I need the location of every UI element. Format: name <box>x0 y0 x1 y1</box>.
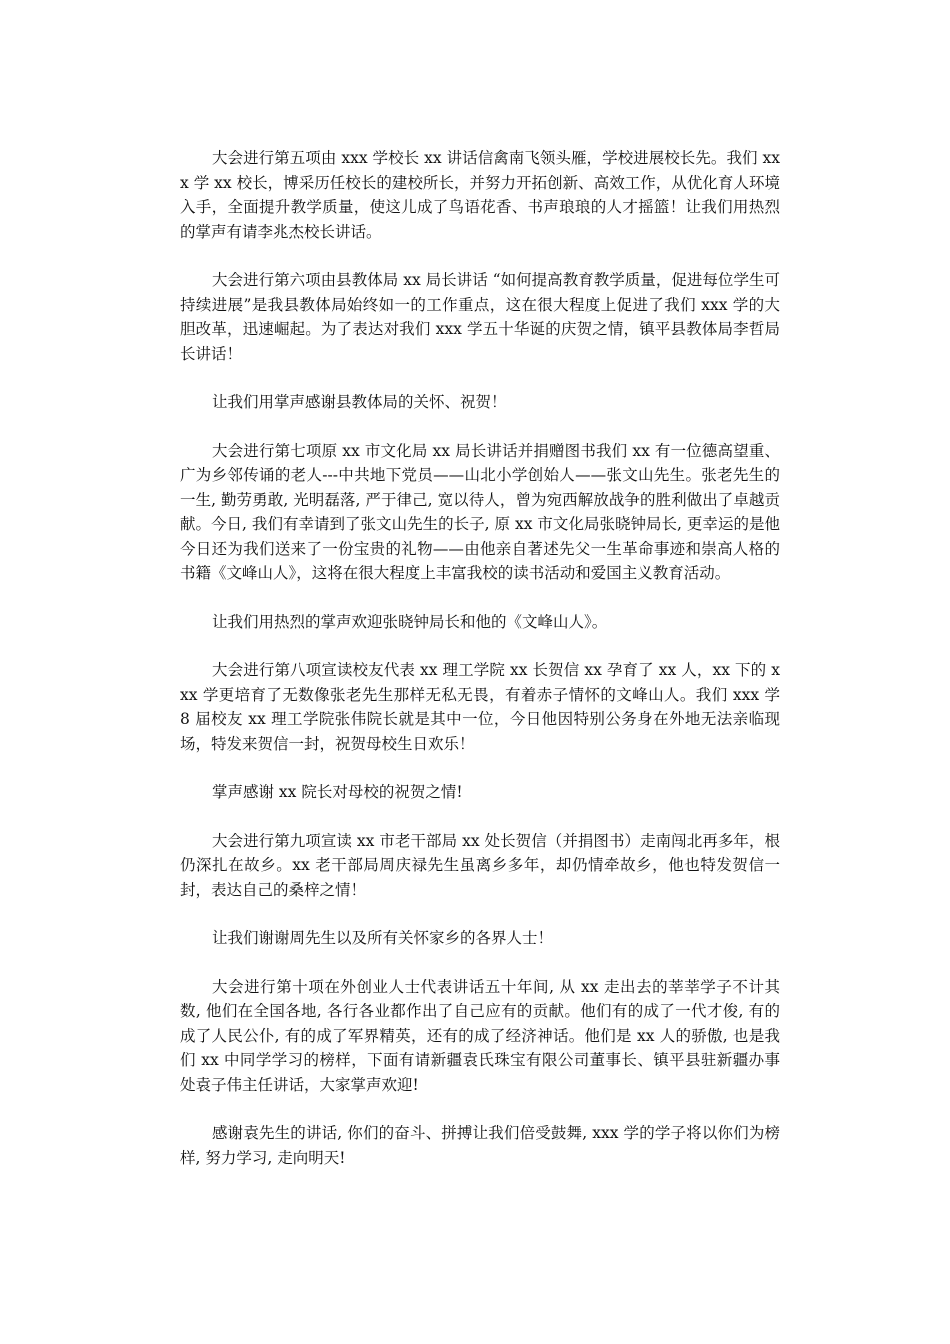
paragraph-item-6: 大会进行第六项由县教体局 xx 局长讲话 “如何提高教育教学质量，促进每位学生可持续进展”是我县教体局始终如一的工作重点，这在很大程度上促进了我们 xxx 学的大胆改革，迅速崛起。为了表达对我们 xxx 学五十华诞的庆贺之情，镇平县教体局李哲局长讲话！ <box>180 271 780 363</box>
paragraph-thanks-dean: 掌声感谢 xx 院长对母校的祝贺之情! <box>212 783 463 801</box>
paragraph-thanks-yuan: 感谢袁先生的讲话, 你们的奋斗、拼搏让我们倍受鼓舞, xxx 学的学子将以你们为榜样, 努力学习, 走向明天! <box>180 1124 780 1167</box>
paragraph-item-8: 大会进行第八项宣读校友代表 xx 理工学院 xx 长贺信 xx 孕育了 xx 人，xx 下的 xxx 学更培育了无数像张老先生那样无私无畏，有着赤子情怀的文峰山人。我们 xxx 学 8 届校友 xx 理工学院张伟院长就是其中一位，今日他因特别公务身在外地无法亲临现场，特发来贺信一封，祝贺母校生日欢乐！ <box>180 661 780 753</box>
paragraph-thanks-bureau: 让我们用掌声感谢县教体局的关怀、祝贺！ <box>212 393 507 411</box>
paragraph-welcome-zhang: 让我们用热烈的掌声欢迎张晓钟局长和他的《文峰山人》。 <box>212 612 608 631</box>
paragraph-item-10: 大会进行第十项在外创业人士代表讲话五十年间, 从 xx 走出去的莘莘学子不计其数, 他们在全国各地, 各行各业都作出了自己应有的贡献。他们有的成了一代才俊, 有的成了人民公仆, 有的成了军界精英，还有的成了经济神话。他们是 xx 人的骄傲, 也是我们 xx 中同学学习的榜样，下面有请新疆袁氏珠宝有限公司董事长、镇平县驻新疆办事处袁子伟主任讲话，大家掌声欢迎! <box>180 977 780 1094</box>
paragraph-thanks-zhou: 让我们谢谢周先生以及所有关怀家乡的各界人士！ <box>212 929 554 947</box>
paragraph-item-9: 大会进行第九项宣读 xx 市老干部局 xx 处长贺信（并捐图书）走南闯北再多年，根仍深扎在故乡。xx 老干部局周庆禄先生虽离乡多年，却仍情牵故乡，他也特发贺信一封，表达自己的桑梓之情！ <box>180 831 780 899</box>
paragraph-item-5: 大会进行第五项由 xxx 学校长 xx 讲话信禽南飞领头雁，学校进展校长先。我们 xxx 学 xx 校长，博采历任校长的建校所长，并努力开拓创新、高效工作，从优化育人环境入手，全面提升教学质量，使这儿成了鸟语花香、书声琅琅的人才摇篮！让我们用热烈的掌声有请李兆杰校长讲话。 <box>180 149 780 241</box>
document-body <box>180 146 780 1194</box>
paragraph-item-7: 大会进行第七项原 xx 市文化局 xx 局长讲话并捐赠图书我们 xx 有一位德高望重、广为乡邻传诵的老人---中共地下党员——山北小学创始人——张文山先生。张老先生的一生, 勤劳勇敢, 光明磊落, 严于律己, 宽以待人，曾为宛西解放战争的胜利做出了卓越贡献。今日, 我们有幸请到了张文山先生的长子, 原 xx 市文化局张晓钟局长, 更幸运的是他今日还为我们送来了一份宝贵的礼物——由他亲自著述先父一生革命事迹和崇高人格的书籍《文峰山人》，这将在很大程度上丰富我校的读书活动和爱国主义教育活动。 <box>180 441 780 582</box>
